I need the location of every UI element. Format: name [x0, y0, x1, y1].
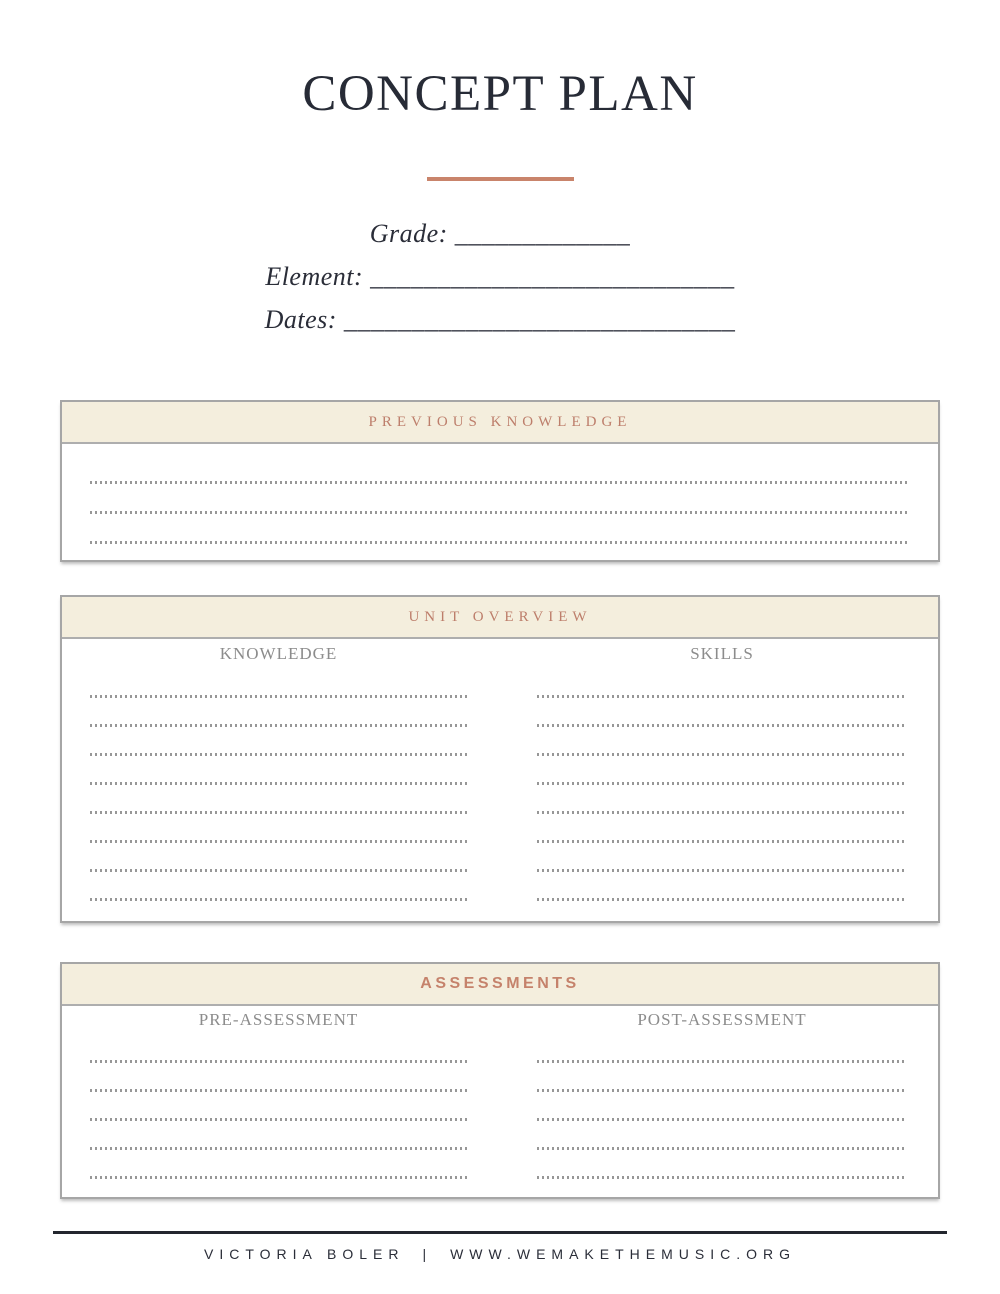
- knowledge-writing-lines: [90, 669, 467, 901]
- two-column-writing-area: [62, 669, 938, 901]
- footer: [0, 1243, 1000, 1265]
- writing-line: [537, 1092, 907, 1121]
- dates-field: [0, 298, 1000, 341]
- writing-line: [90, 756, 467, 785]
- writing-line: [90, 514, 907, 544]
- writing-line: [90, 1150, 467, 1179]
- form-fields: [0, 212, 1000, 341]
- writing-line: [90, 669, 467, 698]
- dates-blank-line: _____________________________: [343, 305, 736, 334]
- section-previous-knowledge: [60, 400, 940, 562]
- grade-field: [0, 212, 1000, 255]
- two-column-writing-area: [62, 1034, 938, 1179]
- writing-line: [90, 843, 467, 872]
- writing-line: [90, 872, 467, 901]
- pre-assessment-writing-lines: [90, 1034, 467, 1179]
- accent-divider: [427, 177, 574, 181]
- section-header: [62, 964, 938, 1006]
- section-title-unit-overview: UNIT OVERVIEW: [408, 608, 592, 625]
- writing-line: [537, 1063, 907, 1092]
- section-header: [62, 402, 938, 444]
- writing-line: [537, 669, 907, 698]
- grade-label: Grade:: [369, 219, 448, 248]
- element-blank-line: ___________________________: [370, 262, 735, 291]
- skills-writing-lines: [537, 669, 907, 901]
- writing-line: [537, 814, 907, 843]
- element-field: [0, 255, 1000, 298]
- writing-line: [90, 1063, 467, 1092]
- writing-line: [90, 1092, 467, 1121]
- writing-line: [537, 872, 907, 901]
- section-title-previous-knowledge: PREVIOUS KNOWLEDGE: [368, 413, 632, 430]
- writing-line: [90, 454, 907, 484]
- section-header: [62, 597, 938, 639]
- writing-line: [90, 1121, 467, 1150]
- writing-line: [537, 785, 907, 814]
- post-assessment-writing-lines: [537, 1034, 907, 1179]
- writing-line: [90, 484, 907, 514]
- writing-line: [537, 727, 907, 756]
- footer-author: VICTORIA BOLER: [204, 1246, 405, 1262]
- footer-website: WWW.WEMAKETHEMUSIC.ORG: [450, 1246, 796, 1262]
- section-unit-overview: [60, 595, 940, 923]
- column-labels: [62, 639, 938, 669]
- writing-line: [537, 1121, 907, 1150]
- writing-line: [90, 814, 467, 843]
- pre-assessment-column-label: PRE-ASSESSMENT: [198, 1010, 359, 1029]
- section-assessments: [60, 962, 940, 1199]
- skills-column-label: SKILLS: [690, 644, 754, 663]
- writing-line: [537, 1150, 907, 1179]
- writing-line: [90, 785, 467, 814]
- writing-line: [90, 1034, 467, 1063]
- footer-separator: |: [422, 1246, 433, 1262]
- page-title: CONCEPT PLAN: [302, 66, 698, 122]
- writing-line: [90, 727, 467, 756]
- writing-lines-area: [62, 444, 938, 544]
- section-title-assessments: ASSESSMENTS: [420, 975, 580, 992]
- writing-line: [537, 698, 907, 727]
- element-label: Element:: [265, 262, 364, 291]
- footer-divider: [53, 1231, 947, 1234]
- writing-line: [537, 756, 907, 785]
- writing-line: [537, 1034, 907, 1063]
- dates-label: Dates:: [264, 305, 337, 334]
- column-labels: [62, 1006, 938, 1034]
- writing-line: [90, 698, 467, 727]
- grade-blank-line: _____________: [454, 219, 631, 248]
- writing-line: [537, 843, 907, 872]
- knowledge-column-label: KNOWLEDGE: [219, 644, 338, 663]
- post-assessment-column-label: POST-ASSESSMENT: [637, 1010, 807, 1029]
